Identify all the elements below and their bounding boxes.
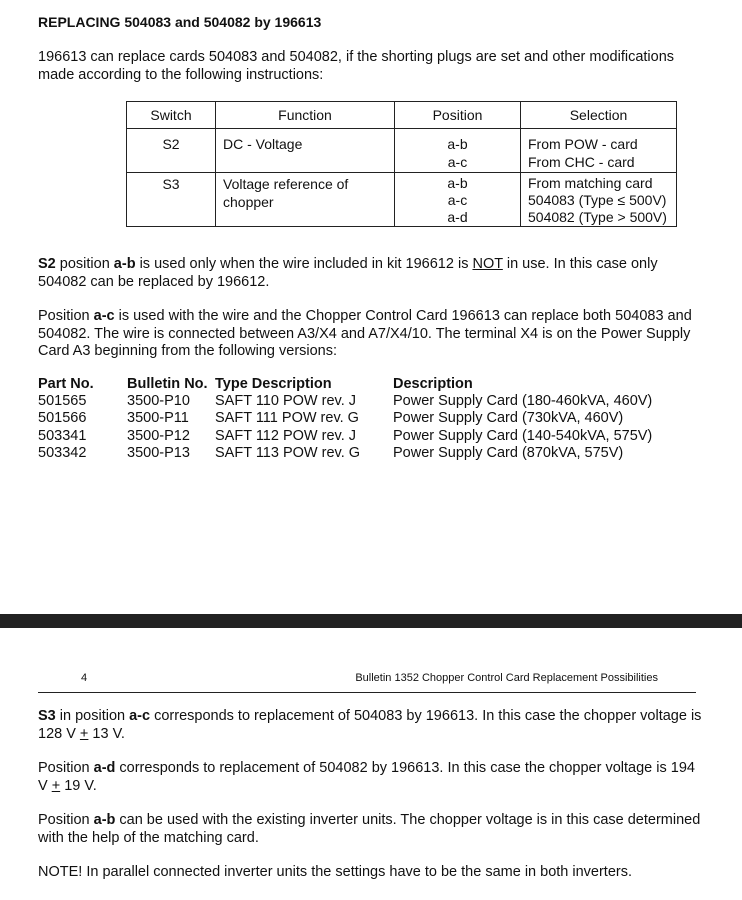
intro-paragraph: 196613 can replace cards 504083 and 504082, if the shorting plugs are set and other modifications made according to the following instructions:: [38, 49, 675, 83]
position-value: a-c: [447, 154, 468, 170]
type-description-cell: SAFT 110 POW rev. J: [215, 393, 357, 410]
header-part-no: Part No.: [38, 376, 94, 392]
page-separator: [0, 614, 742, 628]
table-row: [38, 445, 693, 462]
header-switch: Switch: [127, 102, 216, 129]
table-row: [38, 393, 693, 410]
position-value: a-d: [447, 209, 468, 225]
text-run: Position: [38, 308, 94, 324]
table-row: [38, 428, 693, 445]
description-cell: Power Supply Card (140-540kVA, 575V): [393, 427, 653, 444]
text-run: 13 V.: [88, 725, 125, 742]
ad-paragraph: [38, 760, 703, 795]
text-run: Position: [38, 760, 94, 776]
switch-name-s3: S3: [38, 708, 56, 724]
bulletin-no-cell: 3500-P12: [127, 427, 190, 444]
selection-value: From CHC - card: [528, 154, 635, 170]
position-cell: [395, 173, 521, 227]
text-run: is used with the wire and the Chopper Control Card 196613 can replace both 504083 and 504082. The wire is connected between A3/X4 and A7/X4/10. The terminal X4 is on the Power Supply Card A3 beginning from the following versions:: [38, 308, 692, 359]
header-bulletin-no: Bulletin No.: [127, 376, 208, 392]
description-cell: Power Supply Card (180-460kVA, 460V): [393, 393, 653, 410]
switch-cell: S2: [127, 129, 216, 173]
header-selection: Selection: [521, 102, 677, 129]
text-run: can be used with the existing inverter units. The chopper voltage is in this case determined with the help of the matching card.: [38, 812, 701, 846]
underlined-not: NOT: [472, 256, 503, 272]
position-ad: a-d: [93, 760, 116, 776]
function-cell: DC - Voltage: [216, 129, 395, 173]
bulletin-no-cell: 3500-P13: [127, 444, 190, 461]
text-run: corresponds to replacement of 504082 by 196613. In this case the chopper voltage is 194 V: [38, 760, 695, 794]
part-no-cell: 503341: [38, 427, 87, 444]
bulletin-no-cell: 3500-P10: [127, 393, 190, 410]
table-header-row: [127, 102, 677, 129]
section-heading: REPLACING 504083 and 504082 by 196613: [38, 14, 322, 30]
page-number: 4: [81, 672, 88, 684]
text-run: in position: [55, 708, 130, 724]
position-ac: a-c: [93, 308, 115, 324]
function-cell: Voltage reference of chopper: [216, 173, 395, 227]
text-run: Position: [38, 812, 94, 828]
table-row: [127, 173, 677, 227]
selection-value: From POW - card: [528, 136, 638, 152]
position-ac: a-c: [129, 708, 151, 724]
s2-paragraph: [38, 256, 703, 291]
note-paragraph: NOTE! In parallel connected inverter units the settings have to be the same in both inverters.: [38, 864, 633, 880]
table-row: [38, 410, 693, 427]
plus-minus-sign: +: [79, 725, 89, 742]
power-supply-versions-table: [38, 376, 693, 462]
bulletin-no-cell: 3500-P11: [127, 410, 189, 427]
switch-cell: S3: [127, 173, 216, 227]
text-run: in use. In this case only 504082 can be replaced by 196612.: [38, 256, 658, 290]
position-value: a-b: [447, 136, 468, 152]
part-no-cell: 501565: [38, 393, 87, 410]
s3-paragraph: [38, 708, 703, 743]
parts-header-row: [38, 376, 693, 393]
ac-paragraph: [38, 308, 703, 361]
text-run: corresponds to replacement of 504083 by 196613. In this case the chopper voltage is 128 V: [38, 708, 702, 742]
description-cell: Power Supply Card (730kVA, 460V): [393, 410, 624, 427]
document-page-2: [0, 628, 742, 900]
position-ab: a-b: [93, 812, 116, 828]
selection-cell: [521, 129, 677, 173]
header-rule: [38, 692, 696, 693]
text-run: is used only when the wire included in kit 196612 is: [135, 256, 473, 272]
running-header: Bulletin 1352 Chopper Control Card Replacement Possibilities: [355, 672, 658, 684]
selection-value: From matching card: [528, 175, 653, 191]
type-description-cell: SAFT 111 POW rev. G: [215, 410, 359, 427]
position-value: a-c: [447, 192, 468, 208]
table-row: [127, 129, 677, 173]
selection-value: 504083 (Type ≤ 500V): [528, 192, 667, 208]
description-cell: Power Supply Card (870kVA, 575V): [393, 444, 624, 461]
header-position: Position: [395, 102, 521, 129]
type-description-cell: SAFT 112 POW rev. J: [215, 427, 357, 444]
part-no-cell: 501566: [38, 410, 87, 427]
selection-cell: [521, 173, 677, 227]
header-function: Function: [216, 102, 395, 129]
ab-paragraph: [38, 812, 703, 847]
position-cell: [395, 129, 521, 173]
position-value: a-b: [447, 175, 468, 191]
header-description: Description: [393, 376, 473, 392]
text-run: position: [55, 256, 114, 272]
switch-settings-table: [126, 101, 677, 227]
switch-name-s2: S2: [38, 256, 56, 272]
text-run: 19 V.: [60, 777, 97, 794]
part-no-cell: 503342: [38, 444, 87, 461]
plus-minus-sign: +: [51, 777, 61, 794]
selection-value: 504082 (Type > 500V): [528, 209, 667, 225]
position-ab: a-b: [113, 256, 136, 272]
type-description-cell: SAFT 113 POW rev. G: [215, 444, 361, 461]
header-type-description: Type Description: [215, 376, 332, 392]
